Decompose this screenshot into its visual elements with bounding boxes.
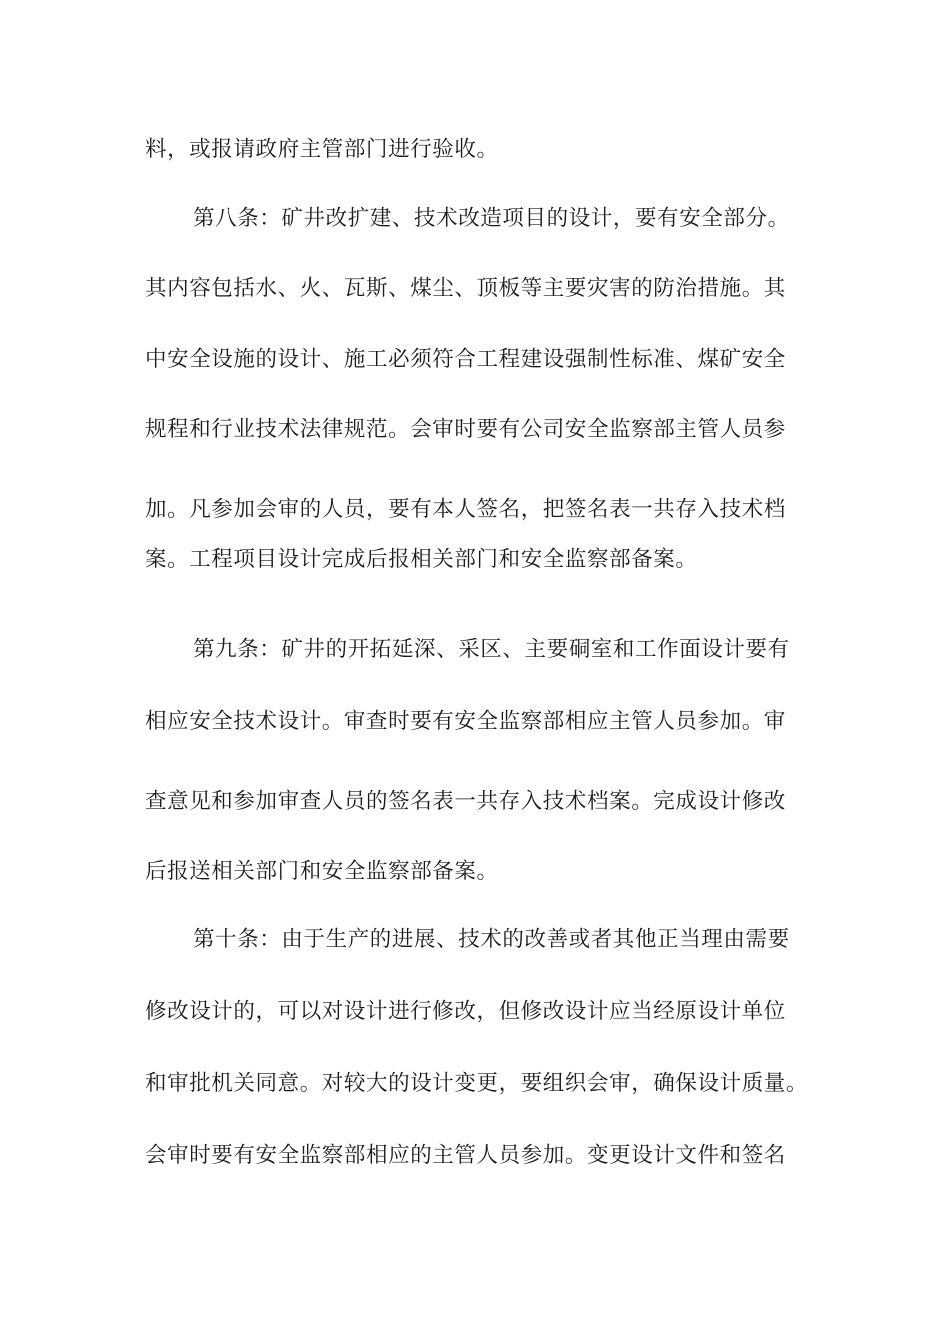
text-line: 相应安全技术设计。审查时要有安全监察部相应主管人员参加。审: [145, 709, 786, 734]
text-line: 查意见和参加审查人员的签名表一共存入技术档案。完成设计修改: [145, 789, 786, 814]
text-line: 修改设计的，可以对设计进行修改，但修改设计应当经原设计单位: [145, 999, 786, 1024]
text-line: 会审时要有安全监察部相应的主管人员参加。变更设计文件和签名: [145, 1143, 786, 1168]
text-line: 中安全设施的设计、施工必须符合工程建设强制性标准、煤矿安全: [145, 347, 786, 372]
text-line: 其内容包括水、火、瓦斯、煤尘、顶板等主要灾害的防治措施。其: [145, 276, 786, 301]
text-line: 和审批机关同意。对较大的设计变更，要组织会审，确保设计质量。: [145, 1071, 809, 1096]
text-line: 加。凡参加会审的人员，要有本人签名，把签名表一共存入技术档: [145, 497, 786, 522]
text-line: 料，或报请政府主管部门进行验收。: [145, 137, 499, 162]
text-line: 后报送相关部门和安全监察部备案。: [145, 859, 499, 884]
article-8-first-line: 第八条：矿井改扩建、技术改造项目的设计，要有安全部分。: [193, 206, 790, 231]
text-line: 案。工程项目设计完成后报相关部门和安全监察部备案。: [145, 547, 698, 572]
article-10-first-line: 第十条：由于生产的进展、技术的改善或者其他正当理由需要: [193, 927, 790, 952]
article-9-first-line: 第九条：矿井的开拓延深、采区、主要硐室和工作面设计要有: [193, 637, 790, 662]
text-line: 规程和行业技术法律规范。会审时要有公司安全监察部主管人员参: [145, 417, 786, 442]
